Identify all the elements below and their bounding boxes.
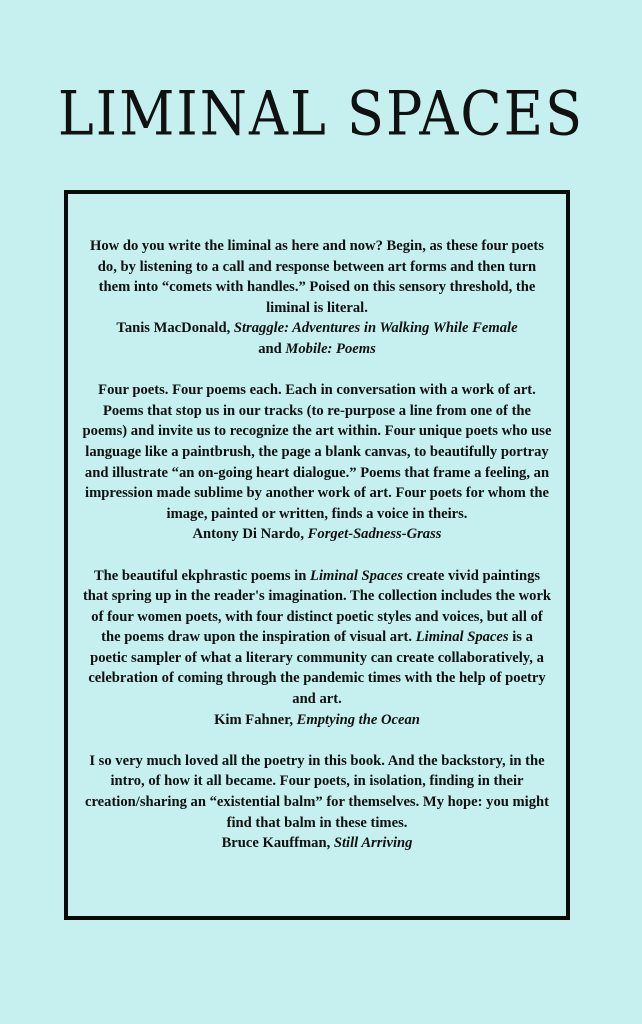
blurb-attribution [82,833,552,854]
blurb-bruce-kauffman [68,751,566,854]
text-segment: is a poetic sampler of what a literary community can create collaboratively, a celebration of coming through the pandemic times with the help of poetry and art. [88,629,546,708]
blurb-attribution [82,318,552,359]
text-segment: create vivid paintings that spring up in the reader's imagination. The collection includes the work of four women poets, with four distinct poetic styles and voices, but all of the poems draw upon the inspiration of visual art. [82,567,552,646]
blurb-text: Four poets. Four poems each. Each in conversation with a work of art. Poems that stop us in our tracks (to re-purpose a line from one of the poems) and invite us to recognize the art within. Four unique poets who use language like a paintbrush, the page a blank canvas, to beautifully portray and illustrate “an on-going heart dialogue.” Poems that frame a feeling, an impression made sublime by another work of art. Four poets for whom the image, painted or written, finds a voice in theirs. [82,382,552,522]
author-name: Bruce Kauffman, [221,835,331,852]
book-title-inline: Liminal Spaces [415,629,509,646]
page-title: LIMINAL SPACES [57,78,585,149]
joiner-text: and [258,340,282,357]
author-name: Antony Di Nardo, [192,526,305,543]
book-title: Forget-Sadness-Grass [307,526,442,543]
book-title: Straggle: Adventures in Walking While Female [233,320,518,337]
blurb-attribution [82,524,552,545]
blurb-box [64,190,570,920]
book-title-inline: Liminal Spaces [310,567,403,584]
text-segment: The beautiful ekphrastic poems in [93,567,307,584]
blurb-antony-di-nardo [68,380,566,545]
blurb-list [68,236,566,874]
book-title: Still Arriving [333,835,413,852]
author-name: Kim Fahner, [214,711,293,728]
blurb-tanis-macdonald [68,236,566,360]
blurb-text [82,566,552,710]
book-title: Emptying the Ocean [296,711,420,728]
blurb-text: How do you write the liminal as here and now? Begin, as these four poets do, by listening to a call and response between art forms and then turn them into “comets with handles.” Poised on this sensory threshold, the liminal is literal. [90,238,544,316]
blurb-kim-fahner [68,566,566,731]
author-name: Tanis MacDonald, [116,320,231,337]
blurb-attribution [82,710,552,731]
blurb-text: I so very much loved all the poetry in this book. And the backstory, in the intro, of how it all became. Four poets, in isolation, finding in their creation/sharing an “existential balm” for themselves. My hope: you might find that balm in these times. [84,752,549,831]
book-title: Mobile: Poems [285,340,376,357]
